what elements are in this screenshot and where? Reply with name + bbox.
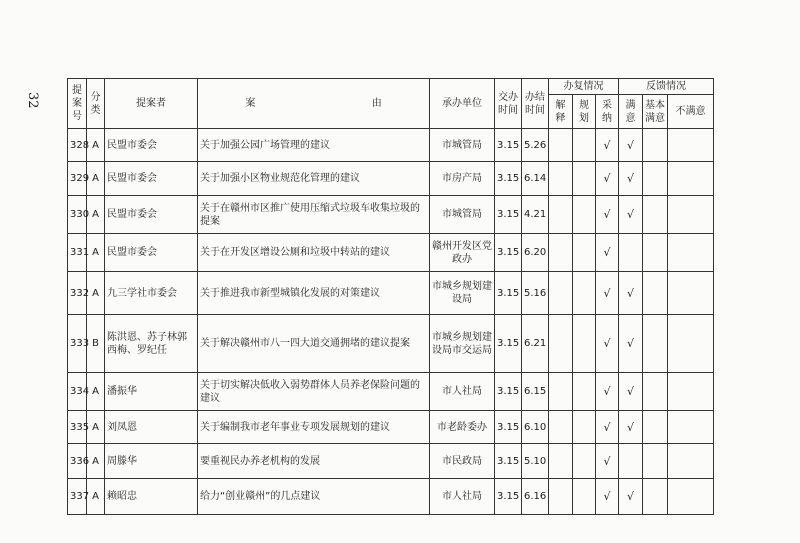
cell-proposer: 赖昭忠 <box>105 479 198 515</box>
cell-plan <box>573 315 596 373</box>
cell-satisfied: √ <box>619 411 643 444</box>
cell-unsatisfied <box>668 479 714 515</box>
cell-explain <box>549 196 573 234</box>
table-row <box>68 373 714 411</box>
table-row <box>68 162 714 196</box>
table-row <box>68 444 714 479</box>
header-adopt: 采纳 <box>596 95 619 129</box>
cell-id: 328 <box>68 129 87 162</box>
cell-proposer: 陈洪恩、苏子林郭西梅、罗纪任 <box>105 315 198 373</box>
cell-unsatisfied <box>668 315 714 373</box>
cell-explain <box>549 162 573 196</box>
cell-done: 6.16 <box>522 479 549 515</box>
cell-satisfied: √ <box>619 196 643 234</box>
page-number: 32 <box>25 92 40 109</box>
cell-id: 335 <box>68 411 87 444</box>
header-category: 分类 <box>87 79 105 129</box>
cell-done: 5.26 <box>522 129 549 162</box>
header-explain: 解释 <box>549 95 573 129</box>
cell-explain <box>549 315 573 373</box>
table-row <box>68 411 714 444</box>
cell-reason: 关于编制我市老年事业专项发展规划的建议 <box>198 411 430 444</box>
cell-adopt: √ <box>596 129 619 162</box>
header-id: 提案号 <box>68 79 87 129</box>
cell-done: 4.21 <box>522 196 549 234</box>
cell-satisfied: √ <box>619 272 643 315</box>
cell-basic <box>643 196 668 234</box>
header-reason <box>198 79 430 129</box>
cell-id: 332 <box>68 272 87 315</box>
table-row <box>68 129 714 162</box>
cell-unsatisfied <box>668 444 714 479</box>
cell-basic <box>643 162 668 196</box>
cell-explain <box>549 373 573 411</box>
header-assign-time: 交办时间 <box>495 79 522 129</box>
cell-id: 331 <box>68 234 87 272</box>
cell-satisfied: √ <box>619 162 643 196</box>
cell-category: A <box>87 234 105 272</box>
cell-unsatisfied <box>668 272 714 315</box>
cell-assign: 3.15 <box>495 162 522 196</box>
cell-assign: 3.15 <box>495 129 522 162</box>
cell-satisfied: √ <box>619 479 643 515</box>
cell-category: A <box>87 162 105 196</box>
cell-proposer: 九三学社市委会 <box>105 272 198 315</box>
cell-done: 5.10 <box>522 444 549 479</box>
table-row <box>68 479 714 515</box>
cell-category: A <box>87 272 105 315</box>
cell-adopt: √ <box>596 479 619 515</box>
cell-assign: 3.15 <box>495 234 522 272</box>
cell-assign: 3.15 <box>495 411 522 444</box>
cell-basic <box>643 129 668 162</box>
cell-basic <box>643 373 668 411</box>
cell-plan <box>573 162 596 196</box>
cell-reason: 要重视民办养老机构的发展 <box>198 444 430 479</box>
cell-category: A <box>87 373 105 411</box>
cell-proposer: 民盟市委会 <box>105 196 198 234</box>
cell-handler: 市城管局 <box>430 196 495 234</box>
cell-plan <box>573 129 596 162</box>
cell-adopt: √ <box>596 444 619 479</box>
cell-reason: 关于在开发区增设公厕和垃圾中转站的建议 <box>198 234 430 272</box>
cell-id: 330 <box>68 196 87 234</box>
cell-handler: 市城乡规划建设局 <box>430 272 495 315</box>
cell-basic <box>643 234 668 272</box>
cell-explain <box>549 234 573 272</box>
cell-category: A <box>87 196 105 234</box>
cell-handler: 市老龄委办 <box>430 411 495 444</box>
cell-unsatisfied <box>668 129 714 162</box>
cell-satisfied <box>619 234 643 272</box>
cell-satisfied <box>619 444 643 479</box>
cell-unsatisfied <box>668 196 714 234</box>
cell-proposer: 刘凤恩 <box>105 411 198 444</box>
cell-basic <box>643 479 668 515</box>
cell-handler: 市人社局 <box>430 373 495 411</box>
cell-basic <box>643 315 668 373</box>
cell-plan <box>573 479 596 515</box>
cell-plan <box>573 196 596 234</box>
cell-adopt: √ <box>596 162 619 196</box>
table-row <box>68 315 714 373</box>
cell-handler: 市城管局 <box>430 129 495 162</box>
header-unsatisfied: 不满意 <box>668 95 714 129</box>
cell-proposer: 周滕华 <box>105 444 198 479</box>
cell-category: A <box>87 444 105 479</box>
cell-reason: 关于解决赣州市八一四大道交通拥堵的建议提案 <box>198 315 430 373</box>
cell-assign: 3.15 <box>495 315 522 373</box>
cell-explain <box>549 444 573 479</box>
header-reason-b: 由 <box>371 98 382 109</box>
cell-adopt: √ <box>596 373 619 411</box>
header-plan: 规划 <box>573 95 596 129</box>
cell-assign: 3.15 <box>495 196 522 234</box>
cell-reason: 关于在赣州市区推广使用压缩式垃圾车收集垃圾的提案 <box>198 196 430 234</box>
cell-proposer: 民盟市委会 <box>105 129 198 162</box>
cell-handler: 赣州开发区党政办 <box>430 234 495 272</box>
cell-unsatisfied <box>668 162 714 196</box>
cell-adopt: √ <box>596 411 619 444</box>
cell-plan <box>573 234 596 272</box>
cell-assign: 3.15 <box>495 272 522 315</box>
cell-adopt: √ <box>596 272 619 315</box>
cell-adopt: √ <box>596 234 619 272</box>
cell-handler: 市房产局 <box>430 162 495 196</box>
header-reason-a: 案 <box>245 98 256 109</box>
cell-explain <box>549 272 573 315</box>
cell-category: A <box>87 411 105 444</box>
table-row <box>68 196 714 234</box>
cell-reason: 给力“创业赣州”的几点建议 <box>198 479 430 515</box>
cell-id: 334 <box>68 373 87 411</box>
header-satisfied: 满意 <box>619 95 643 129</box>
cell-unsatisfied <box>668 234 714 272</box>
cell-done: 5.16 <box>522 272 549 315</box>
header-reply-group: 办复情况 <box>549 79 619 95</box>
cell-basic <box>643 272 668 315</box>
cell-handler: 市城乡规划建设局市交运局 <box>430 315 495 373</box>
cell-done: 6.10 <box>522 411 549 444</box>
cell-id: 329 <box>68 162 87 196</box>
header-basic-satisfied: 基本满意 <box>643 95 668 129</box>
cell-plan <box>573 373 596 411</box>
header-feedback-group: 反馈情况 <box>619 79 714 95</box>
cell-proposer: 民盟市委会 <box>105 162 198 196</box>
cell-handler: 市人社局 <box>430 479 495 515</box>
header-handler: 承办单位 <box>430 79 495 129</box>
cell-reason: 关于推进我市新型城镇化发展的对策建议 <box>198 272 430 315</box>
cell-handler: 市民政局 <box>430 444 495 479</box>
cell-satisfied: √ <box>619 315 643 373</box>
cell-category: A <box>87 479 105 515</box>
cell-proposer: 潘振华 <box>105 373 198 411</box>
cell-category: B <box>87 315 105 373</box>
cell-done: 6.20 <box>522 234 549 272</box>
cell-plan <box>573 272 596 315</box>
cell-reason: 关于加强公园广场管理的建议 <box>198 129 430 162</box>
cell-adopt: √ <box>596 196 619 234</box>
cell-explain <box>549 129 573 162</box>
cell-satisfied: √ <box>619 373 643 411</box>
cell-assign: 3.15 <box>495 444 522 479</box>
cell-id: 336 <box>68 444 87 479</box>
cell-explain <box>549 479 573 515</box>
cell-done: 6.21 <box>522 315 549 373</box>
table-row <box>68 234 714 272</box>
table-row <box>68 272 714 315</box>
cell-basic <box>643 444 668 479</box>
cell-reason: 关于加强小区物业规范化管理的建议 <box>198 162 430 196</box>
cell-category: A <box>87 129 105 162</box>
cell-assign: 3.15 <box>495 373 522 411</box>
proposal-table <box>67 78 714 515</box>
header-done-time: 办结时间 <box>522 79 549 129</box>
cell-adopt: √ <box>596 315 619 373</box>
cell-plan <box>573 411 596 444</box>
cell-done: 6.14 <box>522 162 549 196</box>
cell-id: 333 <box>68 315 87 373</box>
cell-unsatisfied <box>668 411 714 444</box>
cell-done: 6.15 <box>522 373 549 411</box>
cell-basic <box>643 411 668 444</box>
cell-plan <box>573 444 596 479</box>
cell-satisfied: √ <box>619 129 643 162</box>
cell-unsatisfied <box>668 373 714 411</box>
cell-explain <box>549 411 573 444</box>
cell-id: 337 <box>68 479 87 515</box>
cell-reason: 关于切实解决低收入弱势群体人员养老保险问题的建议 <box>198 373 430 411</box>
header-proposer: 提案者 <box>105 79 198 129</box>
cell-proposer: 民盟市委会 <box>105 234 198 272</box>
cell-assign: 3.15 <box>495 479 522 515</box>
